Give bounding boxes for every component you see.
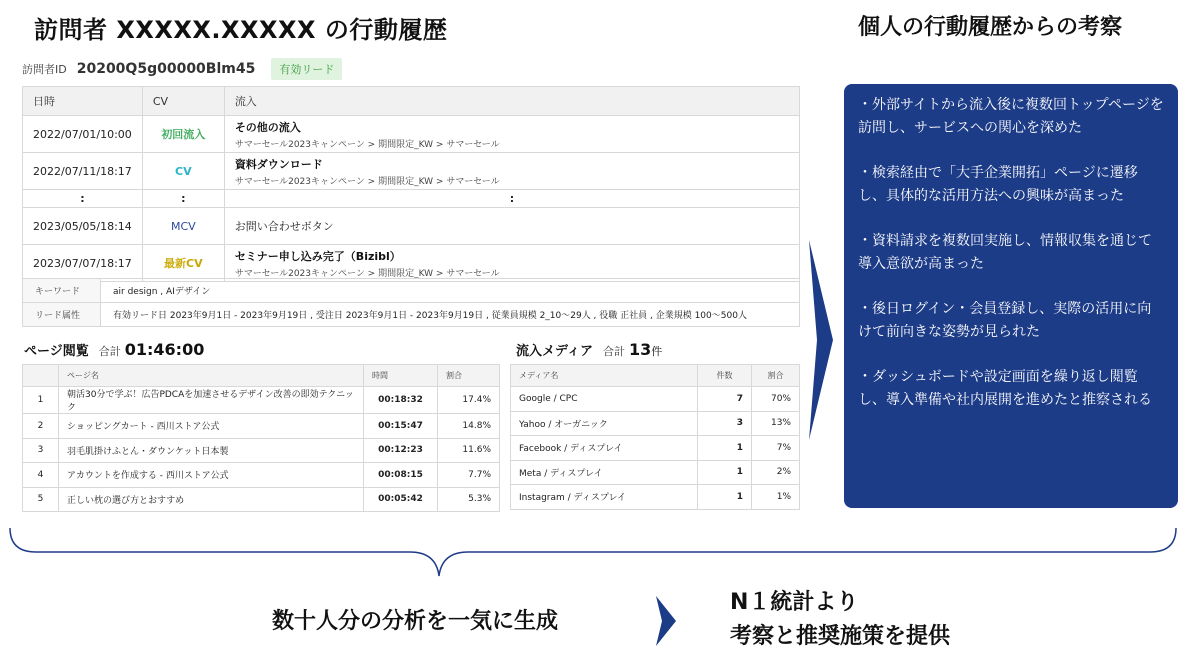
insight-item: ・検索経由で「大手企業開拓」ページに遷移し、具体的な活用方法への興味が高まった [858,165,1138,204]
media-ratio: 7% [752,436,800,461]
visitor-id-label: 訪問者ID [22,63,67,76]
header-flow: 流入 [224,87,799,116]
ellipsis: : [23,190,143,208]
pageview-time: 00:08:15 [364,463,438,488]
media-title: 流入メディア [516,344,593,359]
right-arrow-icon [809,240,835,440]
pageview-name: ショッピングカート - 西川ストア公式 [59,414,364,439]
pageview-no: 4 [23,463,59,488]
pageview-ratio: 5.3% [438,487,500,512]
history-flow [224,153,799,190]
pageview-title: ページ閲覧 [24,344,89,359]
insight-item: ・資料請求を複数回実施し、情報収集を通じて導入意欲が高まった [858,233,1152,272]
media-ratio: 70% [752,387,800,412]
visitor-history-title: 訪問者 XXXXX.XXXXX の行動履歴 [34,16,448,44]
pageview-no: 3 [23,438,59,463]
media-total-label: 合計 [602,345,625,358]
insight-item: ・ダッシュボードや設定画面を繰り返し閲覧し、導入準備や社内展開を進めたと推察される [858,369,1152,408]
history-cv: 初回流入 [142,116,224,153]
pageview-total-label: 合計 [98,345,121,358]
insight-panel [844,84,1178,508]
keyword-value: air design , AIデザイン [101,279,800,303]
history-date: 2022/07/01/10:00 [23,116,143,153]
media-row[interactable] [511,485,800,510]
media-count: 1 [698,436,752,461]
insight-item: ・外部サイトから流入後に複数回トップページを訪問し、サービスへの関心を深めた [858,97,1164,136]
pageview-name: 羽毛肌掛けふとん・ダウンケット日本製 [59,438,364,463]
history-flow [224,245,799,282]
pageview-ratio: 14.8% [438,414,500,439]
pageview-name: アカウントを作成する - 西川ストア公式 [59,463,364,488]
header-ratio: 割合 [438,365,500,387]
history-table [22,86,800,282]
header-media-name: メディア名 [511,365,698,387]
summary-generate-text: 数十人分の分析を一気に生成 [272,609,559,634]
media-section-title [516,340,662,359]
header-no [23,365,59,387]
history-row[interactable] [23,245,800,282]
pageview-time: 00:15:47 [364,414,438,439]
history-cv: CV [142,153,224,190]
media-name: Meta / ディスプレイ [511,460,698,485]
media-name: Facebook / ディスプレイ [511,436,698,461]
media-total-unit: 件 [651,345,663,358]
history-row[interactable] [23,116,800,153]
pageview-name: 朝活30分で学ぶ！広告PDCAを加速させるデザイン改善の即効テクニック [59,387,364,414]
pageview-header-row [23,365,500,387]
pageview-time: 00:05:42 [364,487,438,512]
media-ratio: 13% [752,411,800,436]
lead-attribute-value: 有効リード日 2023年9月1日 - 2023年9月19日 , 受注日 2023年9月1日 - 2023年9月19日 , 従業員規模 2_10〜29人 , 役職 正社員 , 企業規模 100〜500人 [101,303,800,327]
media-header-row [511,365,800,387]
pageview-row[interactable] [23,438,500,463]
pageview-no: 5 [23,487,59,512]
history-flow [224,116,799,153]
pageview-no: 1 [23,387,59,414]
flow-main: 資料ダウンロード [234,157,323,171]
curly-brace-icon [0,522,1200,582]
media-ratio: 1% [752,485,800,510]
pageview-name: 正しい枕の選び方とおすすめ [59,487,364,512]
pageview-ratio: 17.4% [438,387,500,414]
media-name: Yahoo / オーガニック [511,411,698,436]
media-count: 3 [698,411,752,436]
ellipsis: : [224,190,799,208]
history-header-row [23,87,800,116]
history-date: 2023/07/07/18:17 [23,245,143,282]
keyword-label: キーワード [23,279,101,303]
media-row[interactable] [511,460,800,485]
media-row[interactable] [511,411,800,436]
visitor-id-value: 20200Q5g00000Blm45 [76,61,256,77]
pageview-section-title [24,340,204,359]
insight-item: ・後日ログイン・会員登録し、実際の活用に向けて前向きな姿勢が見られた [858,301,1152,340]
pageview-row[interactable] [23,487,500,512]
ellipsis: : [142,190,224,208]
keyword-row [23,279,800,303]
lead-attribute-row [23,303,800,327]
visitor-info [22,58,342,80]
pageview-total: 01:46:00 [124,340,205,359]
media-row[interactable] [511,436,800,461]
attribute-table [22,278,800,327]
flow-main: その他の流入 [234,120,301,134]
flow-sub: サマーセール2023キャンペーン > 期間限定_KW > サマーセール [234,176,500,187]
history-row[interactable] [23,208,800,245]
history-row[interactable] [23,153,800,190]
summary-line-1: N１統計より [730,590,859,615]
media-ratio: 2% [752,460,800,485]
pageview-time: 00:12:23 [364,438,438,463]
history-date: 2023/05/05/18:14 [23,208,143,245]
pageview-time: 00:18:32 [364,387,438,414]
valid-lead-badge: 有効リード [271,58,342,80]
header-time: 時間 [364,365,438,387]
media-name: Google / CPC [511,387,698,412]
history-date: 2022/07/11/18:17 [23,153,143,190]
pageview-row[interactable] [23,463,500,488]
arrow-right-icon [656,596,678,646]
history-ellipsis-row [23,190,800,208]
header-cv: CV [142,87,224,116]
pageview-row[interactable] [23,387,500,414]
header-page-name: ページ名 [59,365,364,387]
pageview-no: 2 [23,414,59,439]
flow-sub: サマーセール2023キャンペーン > 期間限定_KW > サマーセール [234,139,500,150]
media-count: 1 [698,460,752,485]
history-flow [224,208,799,245]
header-date: 日時 [23,87,143,116]
flow-sub: サマーセール2023キャンペーン > 期間限定_KW > サマーセール [234,268,500,279]
summary-line-2: 考察と推奨施策を提供 [730,624,951,649]
flow-main: セミナー申し込み完了（Bizibl） [234,249,401,263]
summary-provide-text [730,586,950,654]
media-count: 7 [698,387,752,412]
pageview-ratio: 7.7% [438,463,500,488]
pageview-ratio: 11.6% [438,438,500,463]
media-name: Instagram / ディスプレイ [511,485,698,510]
flow-main: お問い合わせボタン [234,220,334,233]
pageview-row[interactable] [23,414,500,439]
header-ratio: 割合 [752,365,800,387]
media-count: 1 [698,485,752,510]
insight-title: 個人の行動履歴からの考察 [858,15,1123,40]
pageview-table [22,364,500,512]
header-count: 件数 [698,365,752,387]
media-row[interactable] [511,387,800,412]
media-total: 13 [628,340,652,359]
history-cv: MCV [142,208,224,245]
lead-attribute-label: リード属性 [23,303,101,327]
media-table [510,364,800,510]
history-cv: 最新CV [142,245,224,282]
